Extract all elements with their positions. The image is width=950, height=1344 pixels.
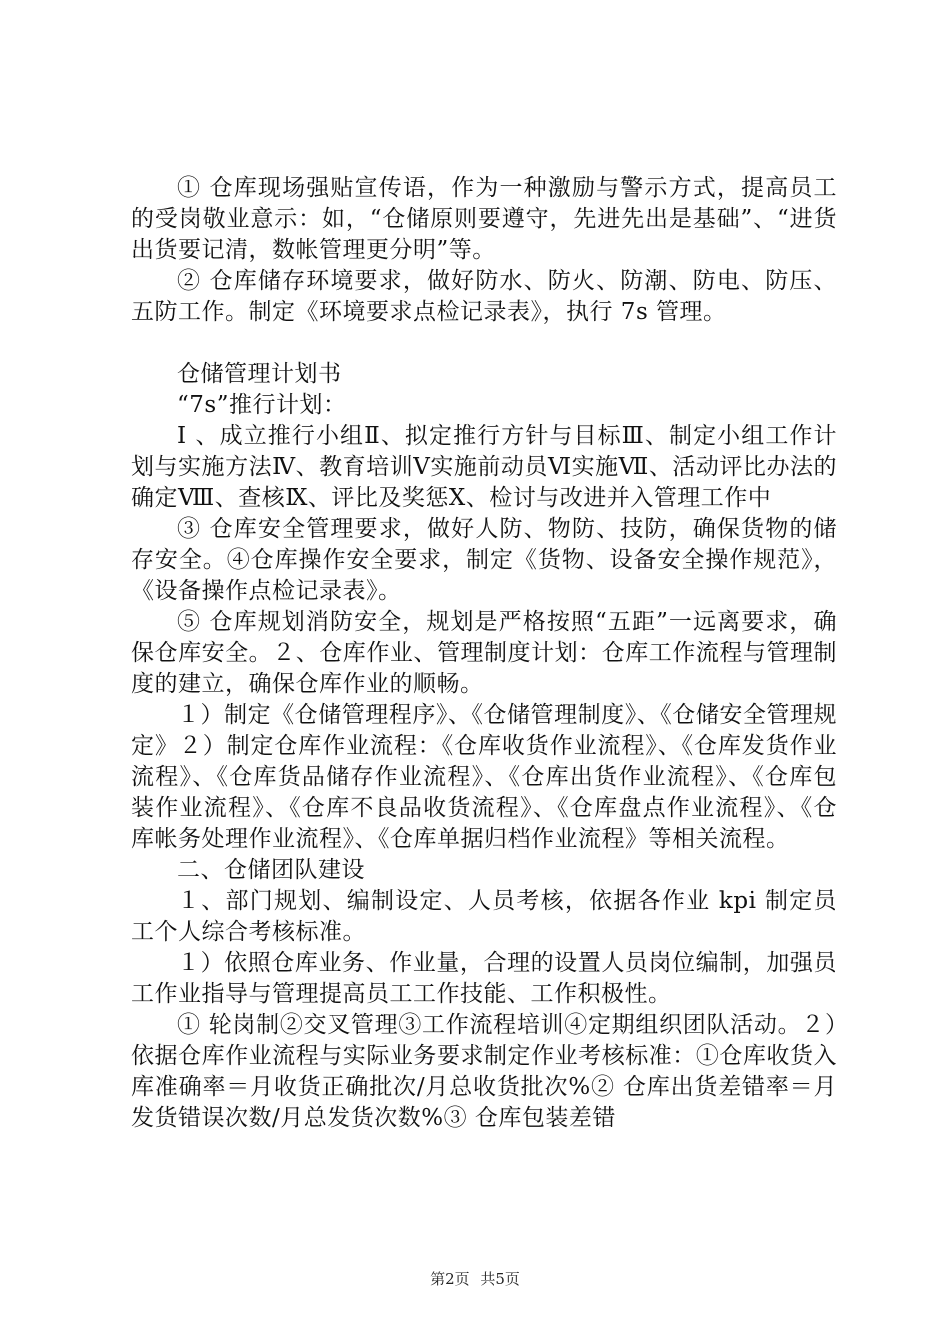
paragraph: ① 仓库现场强贴宣传语，作为一种激励与警示方式，提高员工的受岗敬业意示：如，“仓储原则要遵守，先进先出是基础”、“进货出货要记清，数帐管理更分明”等。 — [131, 175, 837, 263]
paragraph: ③ 仓库安全管理要求，做好人防、物防、技防，确保货物的储存安全。④仓库操作安全要求，制定《货物、设备安全操作规范》，《设备操作点检记录表》。 — [131, 516, 837, 604]
document-body — [131, 173, 837, 1134]
page-number: 第2页 — [430, 1270, 470, 1288]
page-footer — [0, 1268, 950, 1289]
paragraph: １、部门规划、编制设定、人员考核，依据各作业 kpi 制定员工个人综合考核标准。 — [131, 888, 837, 945]
paragraph: １）依照仓库业务、作业量，合理的设置人员岗位编制，加强员工作业指导与管理提高员工工作技能、工作积极性。 — [131, 950, 837, 1007]
paragraph: ① 轮岗制②交叉管理③工作流程培训④定期组织团队活动。２）依据仓库作业流程与实际业务要求制定作业考核标准：①仓库收货入库准确率＝月收货正确批次/月总收货批次%② 仓库出货差错率＝月发货错误次数/月总发货次数%③ 仓库包装差错 — [131, 1012, 837, 1131]
paragraph: ② 仓库储存环境要求，做好防水、防火、防潮、防电、防压、五防工作。制定《环境要求点检记录表》，执行 7s 管理。 — [131, 268, 837, 325]
paragraph: Ⅰ 、成立推行小组Ⅱ、拟定推行方针与目标Ⅲ、制定小组工作计划与实施方法Ⅳ、教育培训Ⅴ实施前动员Ⅵ实施Ⅶ、活动评比办法的确定Ⅷ、查核Ⅸ、评比及奖惩Ⅹ、检讨与改进并入管理工作中 — [131, 423, 837, 511]
page-total: 共5页 — [480, 1270, 520, 1288]
section-heading: 二、仓储团队建设 — [177, 857, 365, 883]
section-title: 仓储管理计划书 — [177, 361, 342, 387]
paragraph: ⑤ 仓库规划消防安全，规划是严格按照“五距”一远离要求，确保仓库安全。２、仓库作业、管理制度计划：仓库工作流程与管理制度的建立，确保仓库作业的顺畅。 — [131, 609, 837, 697]
paragraph: １）制定《仓储管理程序》、《仓储管理制度》、《仓储安全管理规定》２）制定仓库作业流程：《仓库收货作业流程》、《仓库发货作业流程》、《仓库货品储存作业流程》、《仓库出货作业流程》、《仓库包装作业流程》、《仓库不良品收货流程》、《仓库盘点作业流程》、《仓库帐务处理作业流程》、《仓库单据归档作业流程》等相关流程。 — [131, 702, 837, 852]
subsection-title: “7s”推行计划： — [177, 392, 347, 418]
